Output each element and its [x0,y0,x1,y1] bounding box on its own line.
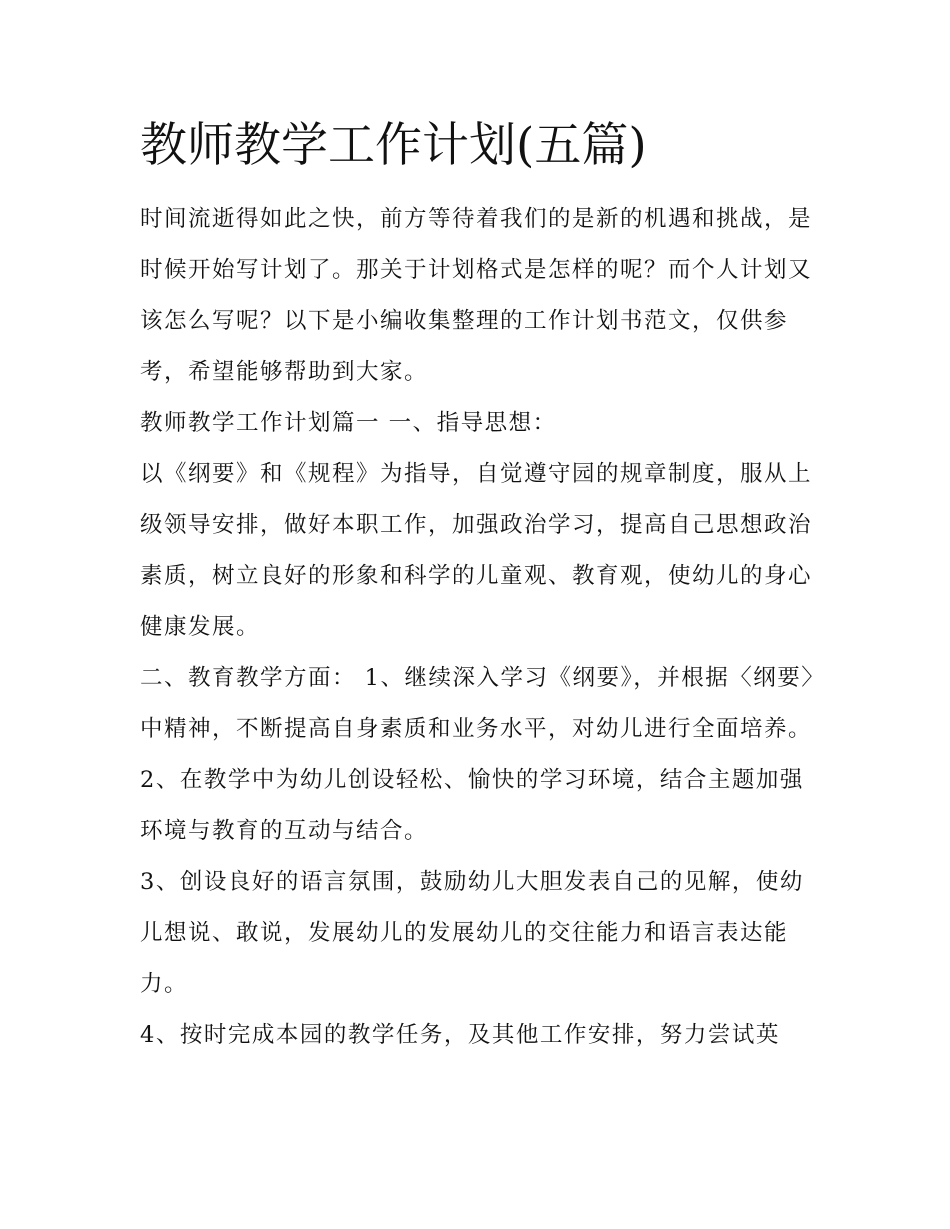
paragraph-teaching-1: 二、教育教学方面： 1、继续深入学习《纲要》，并根据〈纲要〉中精神，不断提高自身素质和业务水平，对幼儿进行全面培养。 [140,665,814,742]
paragraph-teaching-4: 4、按时完成本园的教学任务，及其他工作安排，努力尝试英 [140,1022,780,1048]
paragraph-teaching-3: 3、创设良好的语言氛围，鼓励幼儿大胆发表自己的见解，使幼儿想说、敢说，发展幼儿的发展幼儿的交往能力和语言表达能力。 [140,869,804,997]
paragraph-guiding-thought: 以《纲要》和《规程》为指导，自觉遵守园的规章制度，服从上级领导安排，做好本职工作，加强政治学习，提高自己思想政治素质，树立良好的形象和科学的儿童观、教育观，使幼儿的身心健康发展。 [140,461,813,640]
document-title: 教师教学工作计划(五篇) [140,118,647,173]
paragraph-intro: 时间流逝得如此之快，前方等待着我们的是新的机遇和挑战，是时候开始写计划了。那关于计划格式是怎样的呢？而个人计划又该怎么写呢？以下是小编收集整理的工作计划书范文，仅供参考，希望能够帮助到大家。 [140,206,813,385]
paragraph-teaching-2: 2、在教学中为幼儿创设轻松、愉快的学习环境，结合主题加强环境与教育的互动与结合。 [140,767,804,844]
paragraph-section-heading: 教师教学工作计划篇一 一、指导思想： [140,410,557,436]
document-body [140,110,820,1061]
